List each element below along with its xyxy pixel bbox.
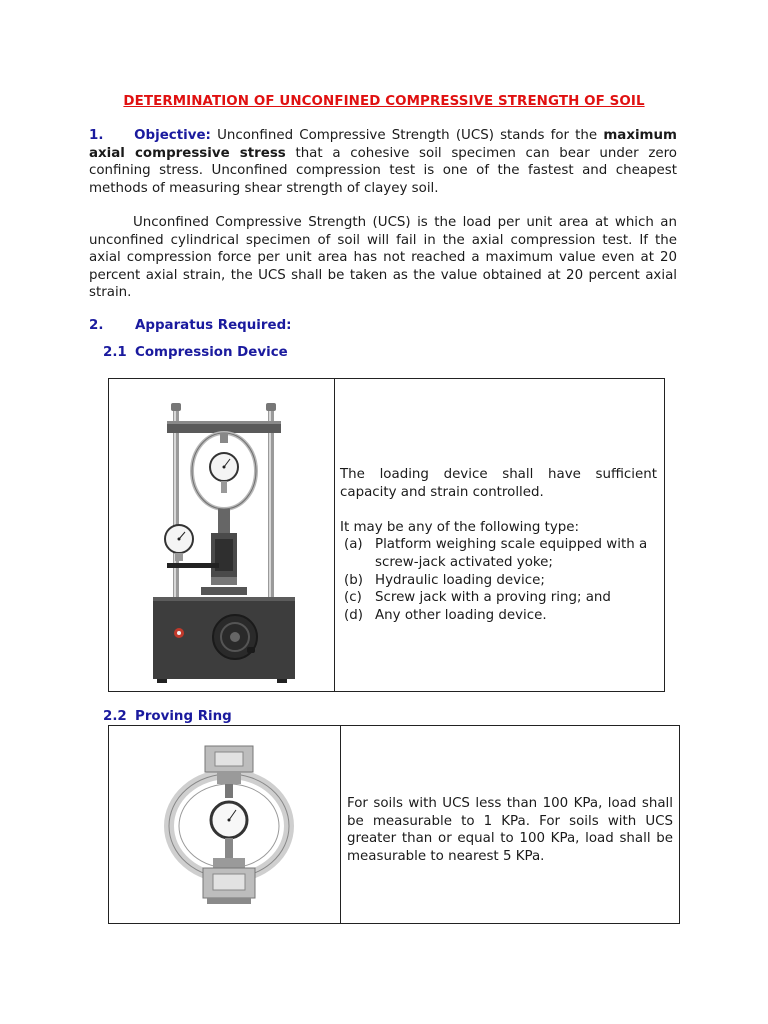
compression-device-number: 2.1 <box>103 345 127 360</box>
apparatus-heading <box>89 318 292 333</box>
compression-device-heading <box>103 345 288 360</box>
compression-device-description <box>340 466 657 624</box>
compression-machine-image <box>149 401 299 685</box>
objective-text-a: Unconfined Compressive Strength (UCS) stands for the <box>210 128 604 143</box>
compression-device-table <box>108 378 665 692</box>
proving-ring-heading <box>103 709 232 724</box>
list-item: (d) Any other loading device. <box>344 607 547 623</box>
compression-device-title: Compression Device <box>135 345 288 360</box>
proving-ring-image <box>163 744 295 910</box>
list-item: (b) Hydraulic loading device; <box>344 572 545 588</box>
objective-heading: Objective: <box>134 128 211 143</box>
apparatus-number: 2. <box>89 318 104 333</box>
objective-paragraph <box>89 127 677 197</box>
proving-ring-table <box>108 725 680 924</box>
loading-device-types-list <box>340 536 657 624</box>
list-item: (a) Platform weighing scale equipped with a screw-jack activated yoke; <box>344 537 648 570</box>
proving-ring-number: 2.2 <box>103 709 127 724</box>
proving-ring-title: Proving Ring <box>135 709 232 724</box>
ucs-definition-paragraph: Unconfined Compressive Strength (UCS) is the load per unit area at which an unconfined cylindrical specimen of soil will fail in the axial compression test. If the axial compression force per unit area has not reached a maximum value even at 20 percent axial strain, the UCS shall be taken as the value obtained at 20 percent axial strain. <box>89 215 677 300</box>
compression-device-intro: The loading device shall have sufficient capacity and strain controlled. <box>340 467 657 500</box>
document-title: DETERMINATION OF UNCONFINED COMPRESSIVE STRENGTH OF SOIL <box>123 94 645 109</box>
objective-text-b: that a cohesive soil specimen can bear under zero confining stress. Unconfined compression test is one of the fastest and cheapest methods of measuring shear strength of clayey soil. <box>89 145 677 196</box>
table-divider <box>334 379 335 691</box>
compression-device-list-intro: It may be any of the following type: <box>340 519 580 535</box>
objective-bold-term: maximum axial compressive stress <box>89 128 677 161</box>
table-divider <box>340 726 341 923</box>
objective-number: 1. <box>89 128 104 143</box>
apparatus-title: Apparatus Required: <box>135 318 292 333</box>
list-item: (c) Screw jack with a proving ring; and <box>344 590 611 606</box>
proving-ring-description: For soils with UCS less than 100 KPa, load shall be measurable to 1 KPa. For soils with UCS greater than or equal to 100 KPa, load shall be measurable to nearest 5 KPa. <box>347 796 673 864</box>
